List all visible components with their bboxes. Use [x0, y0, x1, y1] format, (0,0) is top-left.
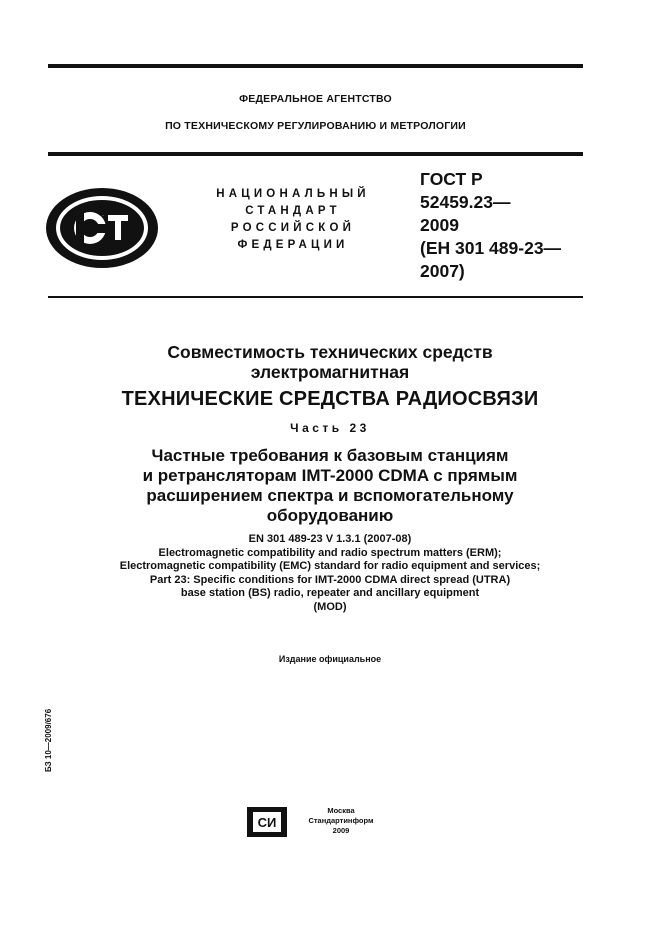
svg-text:СИ: СИ	[257, 815, 277, 830]
national-standard-line: РОССИЙСКОЙ	[230, 222, 356, 234]
reference-line: (MOD)	[313, 600, 347, 613]
title-line: Совместимость технических средств	[167, 342, 493, 362]
section-rule	[48, 296, 583, 298]
designation-line: ГОСТ Р	[420, 169, 483, 189]
side-code: БЗ 10—2009/676	[44, 708, 53, 772]
edition-label: Издание официальное	[278, 654, 382, 664]
publisher-city: Москва	[327, 806, 355, 815]
reference-line: Electromagnetic compatibility (EMC) standard for radio equipment and services;	[119, 560, 541, 573]
reference-line: Electromagnetic compatibility and radio spectrum matters (ERM);	[158, 546, 502, 559]
designation-line: 2009	[420, 215, 459, 235]
designation-line: 52459.23—	[420, 192, 511, 212]
standartinform-logo-icon	[247, 807, 287, 837]
designation-line: 2007)	[420, 261, 465, 281]
main-title: ТЕХНИЧЕСКИЕ СРЕДСТВА РАДИОСВЯЗИ	[121, 388, 539, 410]
rst-emblem-icon	[44, 186, 160, 270]
national-standard-label	[198, 186, 388, 254]
designation-line: (ЕН 301 489-23—	[420, 238, 562, 258]
national-standard-line: СТАНДАРТ	[245, 205, 341, 217]
publisher-year: 2009	[332, 826, 350, 835]
header-rule	[48, 152, 583, 156]
top-rule	[48, 64, 583, 68]
reference-line: Part 23: Specific conditions for IMT-2000 CDMA direct spread (UTRA)	[149, 573, 511, 586]
reference-line: EN 301 489-23 V 1.3.1 (2007-08)	[248, 533, 412, 545]
subtitle-line: Частные требования к базовым станциям	[151, 446, 509, 465]
title-line: электромагнитная	[250, 362, 410, 382]
reference-line: base station (BS) radio, repeater and ancillary equipment	[180, 587, 480, 600]
document-title	[30, 342, 630, 382]
document-subtitle	[30, 446, 630, 526]
publisher-name: Стандартинформ	[308, 816, 374, 825]
publisher-imprint	[296, 806, 386, 836]
agency-name-line2: ПО ТЕХНИЧЕСКОМУ РЕГУЛИРОВАНИЮ И МЕТРОЛОГИИ	[165, 120, 466, 132]
part-label: Часть 23	[290, 421, 370, 435]
agency-name-line1: ФЕДЕРАЛЬНОЕ АГЕНТСТВО	[239, 93, 392, 105]
svg-text:РСТ: РСТ	[102, 216, 104, 217]
standard-designation	[420, 168, 595, 283]
subtitle-line: и ретрансляторам IMT-2000 CDMA с прямым	[142, 466, 518, 485]
national-standard-line: НАЦИОНАЛЬНЫЙ	[216, 188, 370, 200]
national-standard-line: ФЕДЕРАЦИИ	[237, 239, 349, 251]
subtitle-line: оборудованию	[266, 506, 394, 525]
subtitle-line: расширением спектра и вспомогательному	[146, 486, 514, 505]
english-reference	[30, 533, 630, 615]
